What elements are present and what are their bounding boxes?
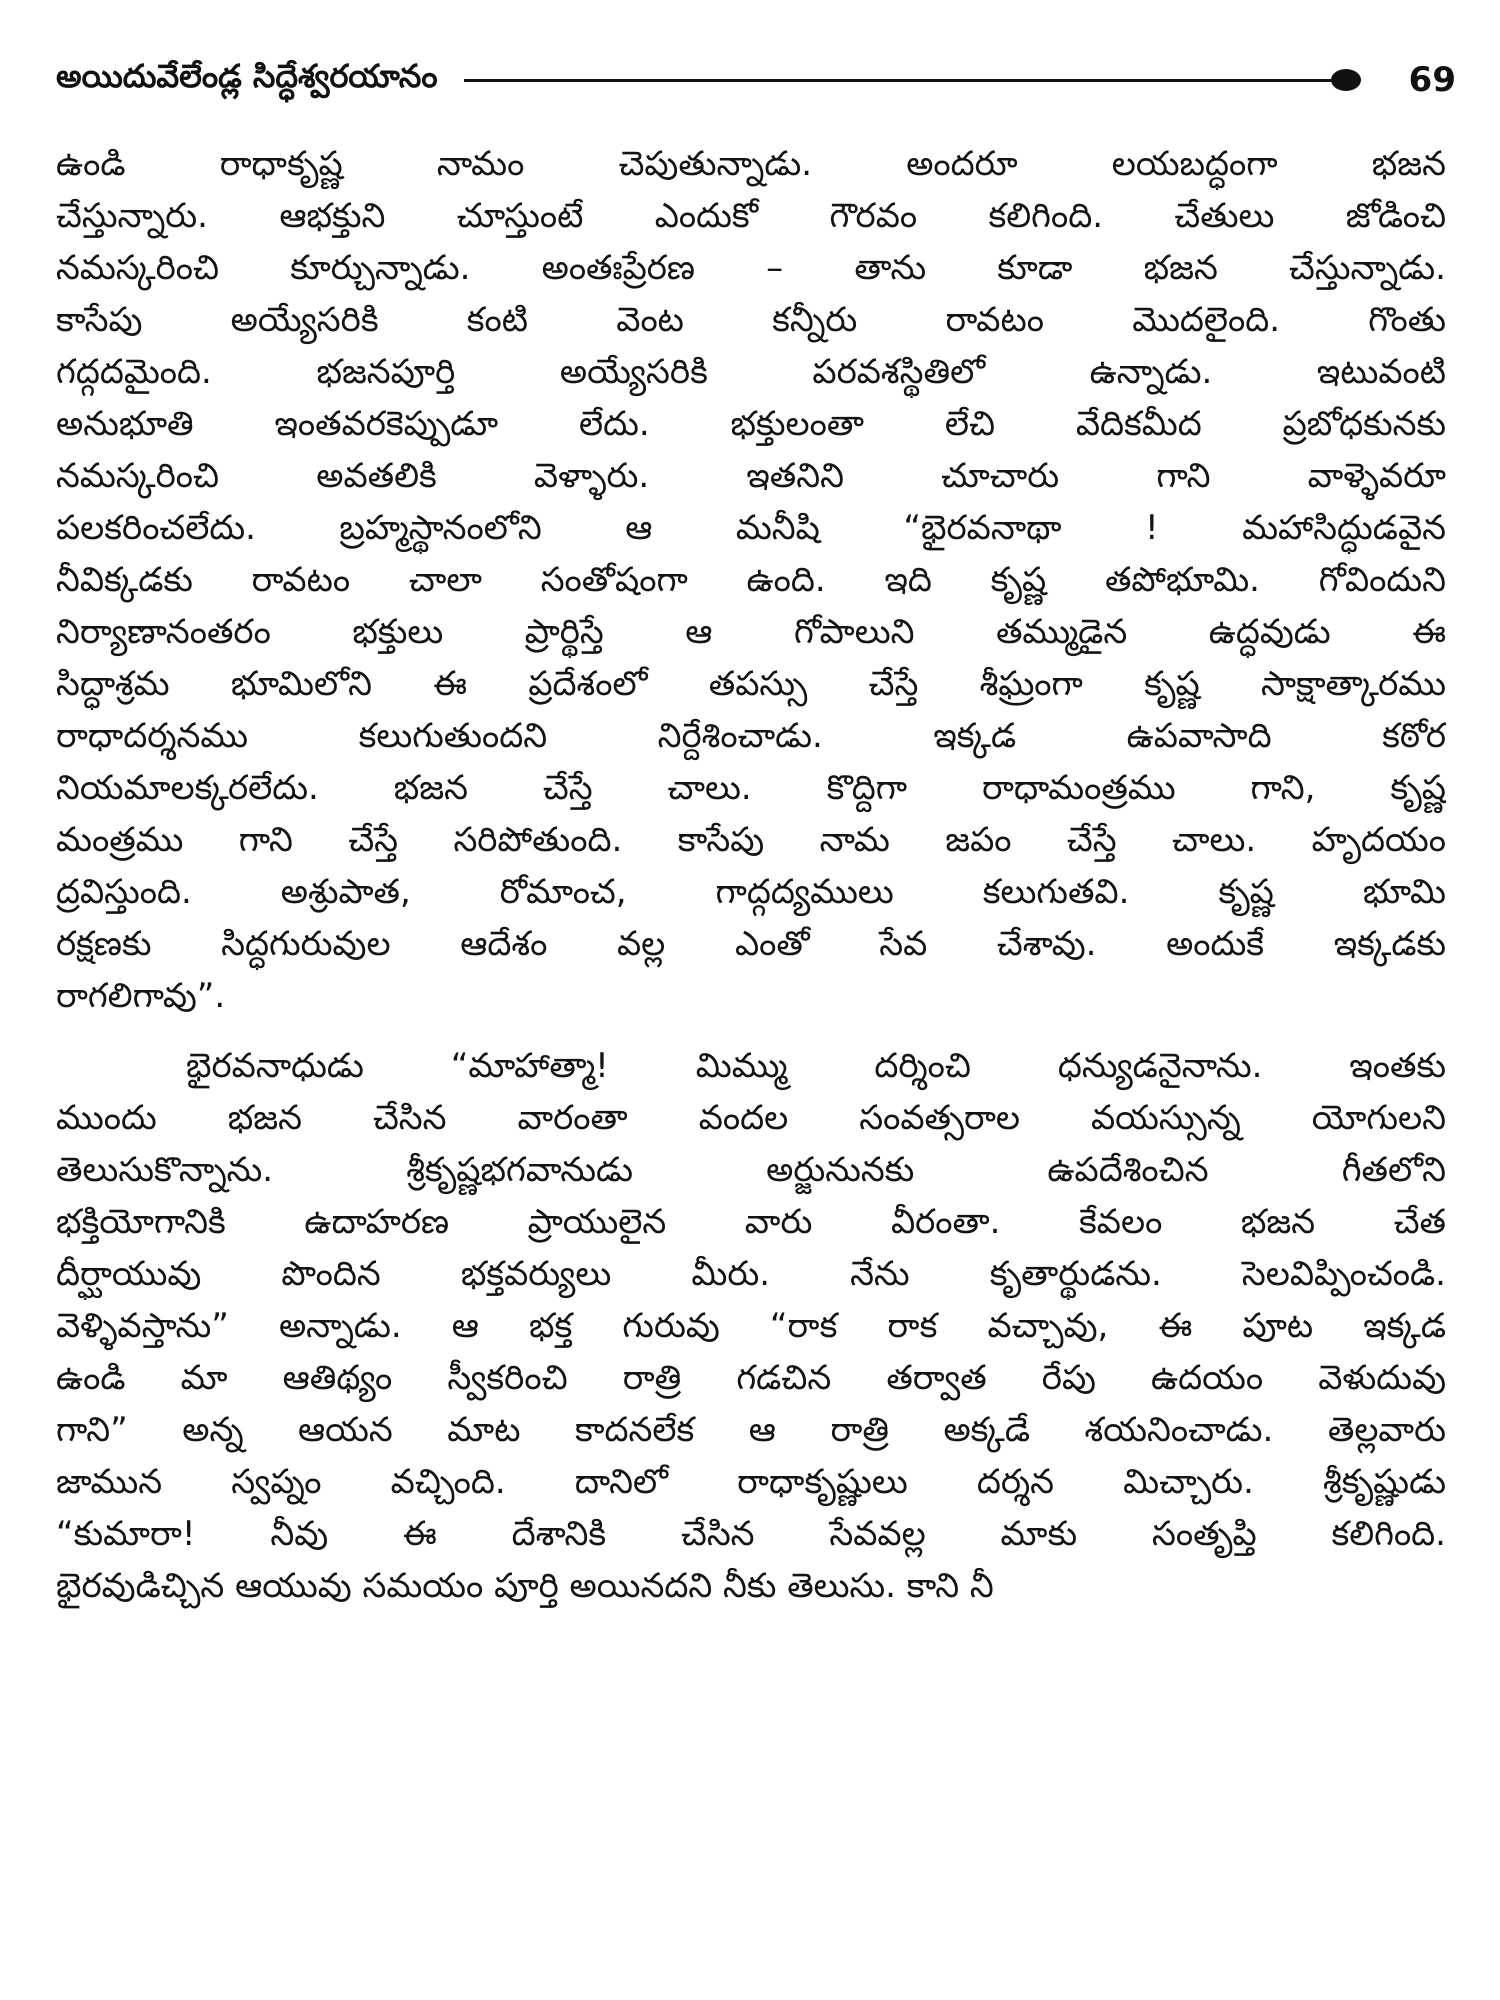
- running-title: అయిదువేలేండ్ల సిద్ధేశ్వరయానం: [56, 57, 438, 95]
- text-line: ఉండి రాధాకృష్ణ నామం చెపుతున్నాడు. అందరూ లయబద్ధంగా భజన: [56, 144, 1446, 184]
- page-header: [56, 52, 1456, 108]
- text-line: నియమాలక్కరలేదు. భజన చేస్తే చాలు. కొద్దిగా రాధామంత్రము గాని, కృష్ణ: [56, 768, 1446, 808]
- paragraph: [56, 1040, 1446, 1612]
- text-line: నిర్యాణానంతరం భక్తులు ప్రార్థిస్తే ఆ గోపాలుని తమ్ముడైన ఉద్ధవుడు ఈ: [56, 612, 1446, 652]
- text-line: పలకరించలేదు. బ్రహ్మస్థానంలోని ఆ మనీషి “భైరవనాథా ! మహాసిద్ధుడవైన: [56, 508, 1446, 548]
- text-line: మంత్రము గాని చేస్తే సరిపోతుంది. కాసేపు నామ జపం చేస్తే చాలు. హృదయం: [56, 820, 1446, 860]
- text-line: కాసేపు అయ్యేసరికి కంటి వెంట కన్నీరు రావటం మొదలైంది. గొంతు: [56, 300, 1446, 340]
- page-number: 69: [1408, 60, 1456, 100]
- text-line: ముందు భజన చేసిన వారంతా వందల సంవత్సరాల వయస్సున్న యోగులని: [56, 1098, 1446, 1138]
- text-line: చేస్తున్నారు. ఆభక్తుని చూస్తుంటే ఎందుకో గౌరవం కలిగింది. చేతులు జోడించి: [56, 196, 1446, 236]
- text-line: రక్షణకు సిద్ధగురువుల ఆదేశం వల్ల ఎంతో సేవ చేశావు. అందుకే ఇక్కడకు: [56, 924, 1446, 964]
- paragraph: [56, 138, 1446, 1022]
- text-line: తెలుసుకొన్నాను. శ్రీకృష్ణభగవానుడు అర్జునునకు ఉపదేశించిన గీతలోని: [56, 1150, 1446, 1190]
- text-line: ద్రవిస్తుంది. అశ్రుపాత, రోమాంచ, గాద్గద్యములు కలుగుతవి. కృష్ణ భూమి: [56, 872, 1446, 912]
- text-line: భైరవనాధుడు “మాహాత్మా! మిమ్ము దర్శించి ధన్యుడనైనాను. ఇంతకు: [186, 1046, 1446, 1086]
- text-line: రాధాదర్శనము కలుగుతుందని నిర్దేశించాడు. ఇక్కడ ఉపవాసాది కఠోర: [56, 716, 1446, 756]
- header-rule-dot: [1331, 69, 1361, 91]
- text-line: నమస్కరించి కూర్చున్నాడు. అంతఃప్రేరణ – తాను కూడా భజన చేస్తున్నాడు.: [56, 248, 1446, 288]
- text-line: నమస్కరించి అవతలికి వెళ్ళారు. ఇతనిని చూచారు గాని వాళ్ళెవరూ: [56, 456, 1446, 496]
- text-line: గాని” అన్న ఆయన మాట కాదనలేక ఆ రాత్రి అక్కడే శయనించాడు. తెల్లవారు: [56, 1410, 1446, 1450]
- body-text: [56, 138, 1446, 1612]
- text-line: గద్గదమైంది. భజనపూర్తి అయ్యేసరికి పరవశస్థితిలో ఉన్నాడు. ఇటువంటి: [56, 352, 1446, 392]
- text-line: రాగలిగావు”.: [56, 976, 226, 1016]
- text-line: సిద్ధాశ్రమ భూమిలోని ఈ ప్రదేశంలో తపస్సు చేస్తే శీఘ్రంగా కృష్ణ సాక్షాత్కారము: [56, 664, 1446, 704]
- text-line: అనుభూతి ఇంతవరకెప్పుడూ లేదు. భక్తులంతా లేచి వేదికమీద ప్రబోధకునకు: [56, 404, 1446, 444]
- text-line: భైరవుడిచ్చిన ఆయువు సమయం పూర్తి అయినదని నీకు తెలుసు. కాని నీ: [56, 1566, 994, 1606]
- text-line: జామున స్వప్నం వచ్చింది. దానిలో రాధాకృష్ణులు దర్శన మిచ్చారు. శ్రీకృష్ణుడు: [56, 1462, 1446, 1502]
- text-line: భక్తియోగానికి ఉదాహరణ ప్రాయులైన వారు వీరంతా. కేవలం భజన చేత: [56, 1202, 1446, 1242]
- text-line: దీర్ఘాయువు పొందిన భక్తవర్యులు మీరు. నేను కృతార్థుడను. సెలవిప్పించండి.: [56, 1254, 1446, 1294]
- text-line: వెళ్ళివస్తాను” అన్నాడు. ఆ భక్త గురువు “రాక రాక వచ్చావు, ఈ పూట ఇక్కడ: [56, 1306, 1446, 1346]
- header-rule: [464, 79, 1355, 82]
- text-line: “కుమారా! నీవు ఈ దేశానికి చేసిన సేవవల్ల మాకు సంతృప్తి కలిగింది.: [56, 1514, 1446, 1554]
- text-line: నీవిక్కడకు రావటం చాలా సంతోషంగా ఉంది. ఇది కృష్ణ తపోభూమి. గోవిందుని: [56, 560, 1446, 600]
- text-line: ఉండి మా ఆతిథ్యం స్వీకరించి రాత్రి గడచిన తర్వాత రేపు ఉదయం వెళుదువు: [56, 1358, 1446, 1398]
